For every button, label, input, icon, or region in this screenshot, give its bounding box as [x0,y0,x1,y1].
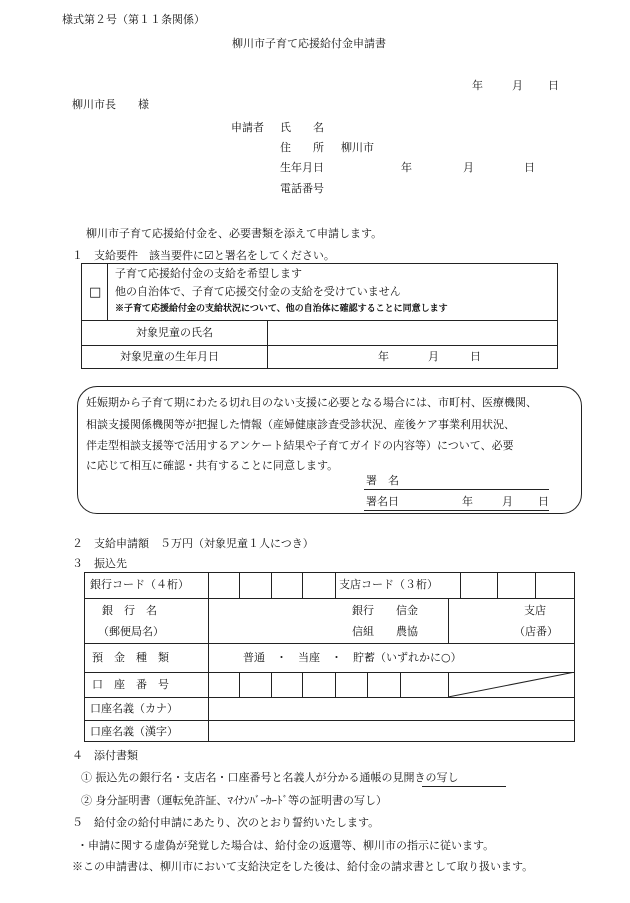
name-label: 氏 名 [280,121,324,134]
child-year: 年 [378,350,389,363]
birth-label: 生年月日 [280,161,324,174]
branch-label: 支店 [524,604,546,617]
attachment-item1: ① 振込先の銀行名・支店名・口座番号と名義人が分かる通帳の見開きの写し [81,771,459,784]
eligibility-line1: 子育て応援給付金の支給を希望します [115,267,302,280]
section3-heading: ３ 振込先 [72,557,127,570]
sign-month: 月 [502,495,513,508]
consent-line1: 妊娠期から子育て期にわたる切れ目のない支援に必要となる場合には、市町村、医療機関、 [86,396,537,409]
attachment-item2: ② 身分証明書（運転免許証、ﾏｲﾅﾝﾊﾞｰｶｰﾄﾞ等の証明書の写し） [81,794,387,807]
applicant-label: 申請者 [231,121,264,134]
branch-sub: （店番） [514,625,558,638]
bank-name-sub: （郵便局名） [98,625,164,638]
bank-name-label: 銀 行 名 [102,604,157,617]
sign-date-label: 署名日 [366,495,399,508]
bank-code-label: 銀行コード（４桁） [90,578,189,591]
child-day: 日 [470,350,481,363]
sign-year: 年 [462,495,473,508]
form-number: 様式第２号（第１１条関係） [62,13,205,26]
footnote-text: ※この申請書は、柳川市において支給決定をした後は、給付金の請求書として取り扱います。 [72,860,534,873]
account-number-label: 口 座 番 号 [92,678,169,691]
deposit-options: 普通 ・ 当座 ・ 貯蓄（いずれかに○） [243,651,462,664]
address-value: 柳川市 [341,141,374,154]
birth-year: 年 [401,161,412,174]
section2-heading: ２ 支給申請額 ５万円（対象児童１人につき） [72,537,314,550]
eligibility-line2: 他の自治体で、子育て応援交付金の支給を受けていません [115,285,401,298]
branch-code-label: 支店コード（３桁） [339,578,438,591]
sign-label: 署 名 [366,474,399,487]
addressee: 柳川市長 様 [72,98,149,111]
date-year: 年 [472,79,483,92]
consent-line4: に応じて相互に確認・共有することに同意します。 [86,459,339,472]
phone-label: 電話番号 [280,182,324,195]
section4-heading: ４ 添付書類 [72,749,138,762]
eligibility-note: ※子育て応援給付金の支給状況について、他の自治体に確認することに同意します [115,304,448,314]
birth-month: 月 [463,161,474,174]
eligibility-checkbox[interactable]: □ [89,285,102,300]
child-month: 月 [428,350,439,363]
section5-heading: ５ 給付金の給付申請にあたり、次のとおり誓約いたします。 [72,816,380,829]
child-birth-label: 対象児童の生年月日 [120,350,219,363]
consent-line2: 相談支援関係機関等が把握した情報（産婦健康診査受診状況、産後ケア事業利用状況、 [86,418,515,431]
pledge-text: ・申請に関する虚偽が発覚した場合は、給付金の返還等、柳川市の指示に従います。 [77,839,495,852]
bank-types-top: 銀行 信金 [352,604,418,617]
form-title: 柳川市子育て応援給付金申請書 [232,37,386,50]
account-diagonal-line [448,672,575,697]
consent-line3: 伴走型相談支援等で活用するアンケート結果や子育てガイドの内容等）について、必要 [86,439,514,452]
deposit-type-label: 預 金 種 類 [92,651,169,664]
birth-day: 日 [524,161,535,174]
holder-kanji-label: 口座名義（漢字） [90,725,178,738]
date-day: 日 [548,79,559,92]
intro-text: 柳川市子育て応援給付金を、必要書類を添えて申請します。 [86,227,383,240]
child-name-label: 対象児童の氏名 [136,326,213,339]
date-month: 月 [512,79,523,92]
sign-day: 日 [538,495,549,508]
holder-kana-label: 口座名義（カナ） [90,702,178,715]
bank-types-bottom: 信組 農協 [352,625,418,638]
address-label: 住 所 [280,141,324,154]
section1-heading: １ 支給要件 該当要件に☑と署名をしてください。 [72,249,335,262]
